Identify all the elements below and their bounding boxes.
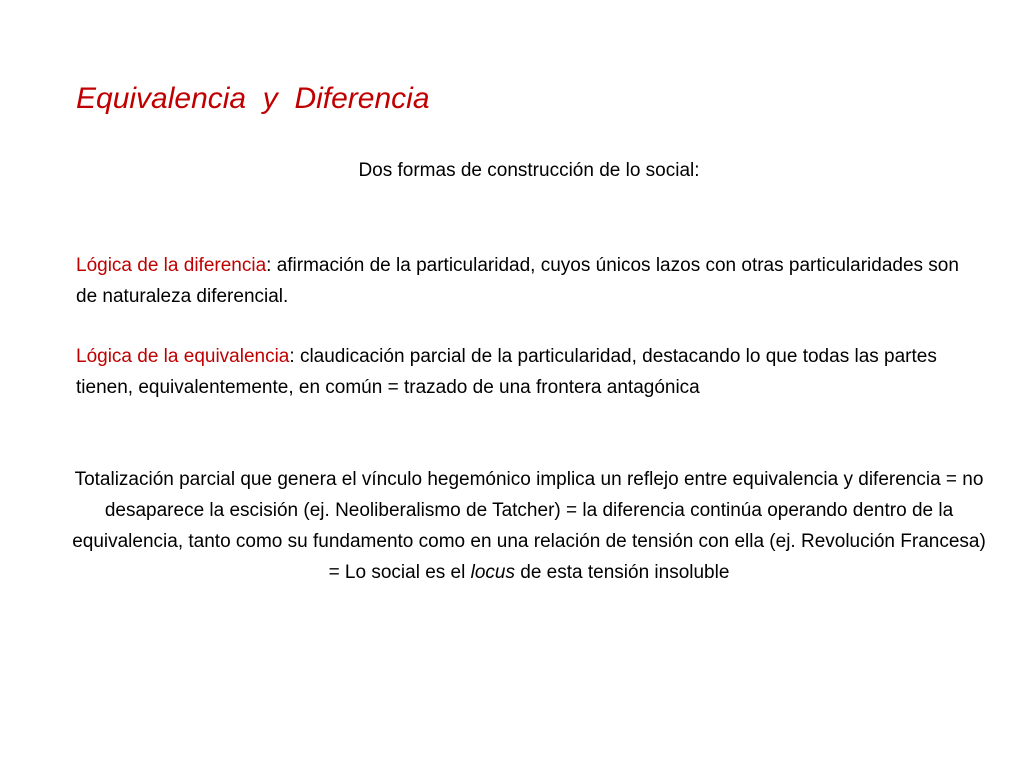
logic-difference-text: : afirmación de la particularidad, cuyos únicos lazos con otras particularidades son de naturaleza diferencial. — [76, 255, 959, 307]
totalization-ending: de esta tensión insoluble — [514, 562, 730, 583]
totalization-paragraph — [72, 464, 986, 588]
locus-italic: locus — [470, 562, 515, 583]
totalization-text: Totalización parcial que genera el vínculo hegemónico implica un reflejo entre equivalencia y diferencia = no desaparece la escisión (ej. Neoliberalismo de Tatcher) = la diferencia continúa operando dentro de la equivalencia, tanto como su fundamento como en una relación de tensión con ella (ej. Revolución Francesa) = Lo social es el — [72, 469, 986, 583]
logic-difference-paragraph — [76, 250, 976, 312]
logic-equivalence-paragraph — [76, 341, 976, 403]
slide-subtitle: Dos formas de construcción de lo social: — [358, 160, 700, 181]
logic-difference-term: Lógica de la diferencia — [76, 255, 267, 276]
logic-equivalence-text: : claudicación parcial de la particularidad, destacando lo que todas las partes tienen, equivalentemente, en común = trazado de una frontera antagónica — [76, 346, 937, 398]
slide-title: Equivalencia y Diferencia — [76, 82, 430, 115]
logic-equivalence-term: Lógica de la equivalencia — [76, 346, 290, 367]
